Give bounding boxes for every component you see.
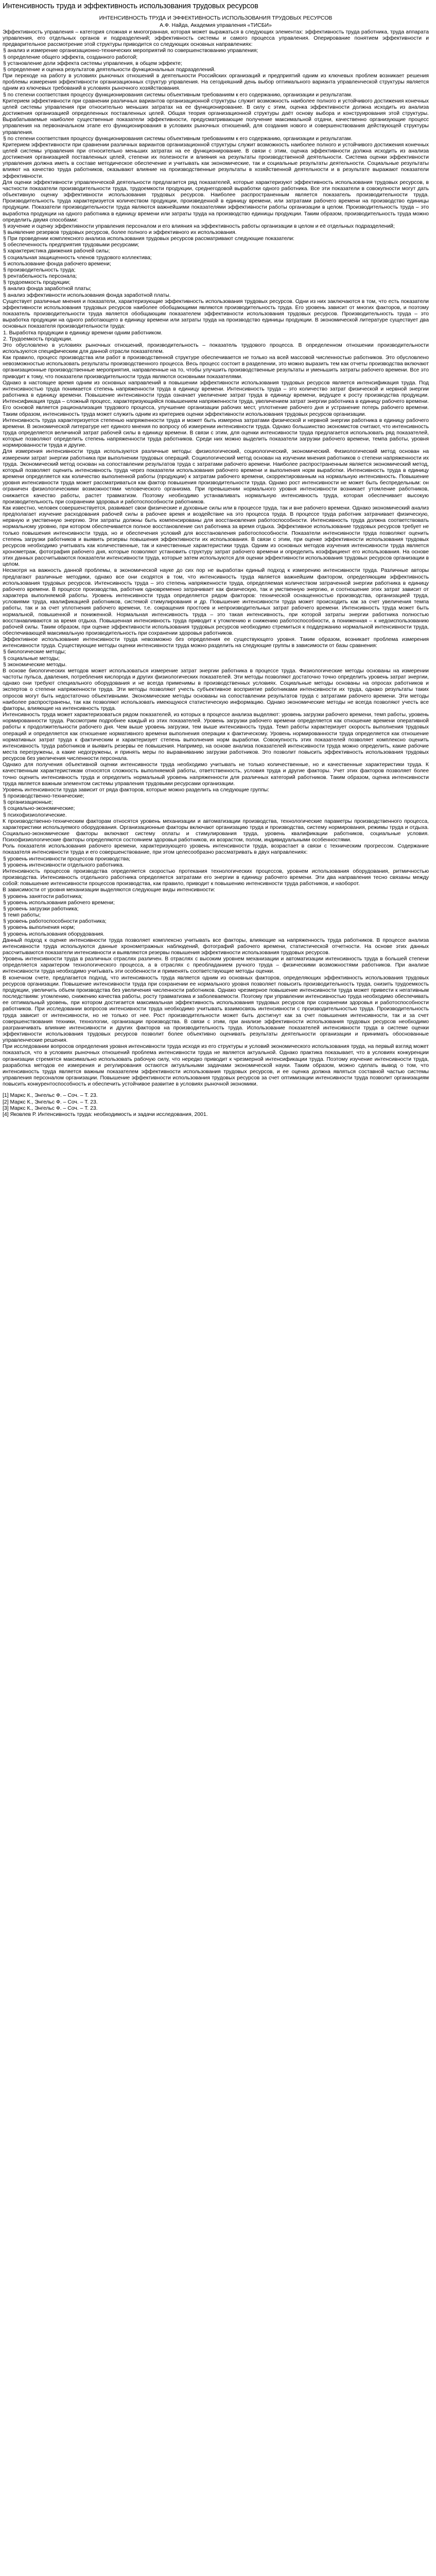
article-paragraph: § уровень занятости работника; — [3, 893, 83, 900]
article-paragraph: При переходе на работу в условиях рыночных отношений в деятельности Российских организаций и предприятий одним из ключевых проблем возникает решения проблемы измерения эффективности организационных структур управления. На сегодняшний день выбор оптимального варианта управленческой структуры является одним из ключевых требований в условиях рыночного хозяйствования. — [3, 73, 429, 92]
article-paragraph: § анализ эффективности использования фонда заработной платы. — [3, 292, 171, 298]
article-paragraph: Критерием эффективности при сравнении различных вариантов организационной структуры служит возможность наиболее полного и устойчивого достижения конечных целей системы управления при относительно меньших затратах на ее функционирование. В силу с этим, оценка эффективности должна исходить из анализа достижения организацией определенных поставленных целей. Общая теория организационной структуры даёт основу выбора и конструирования этой структуры. Вырабатываемые наиболее существенные показатели эффективности, предусматривающие получение максимальной отдачи, качественно организующие процесс управления на первоначальном этапе его функционирования в условиях рыночных отношений, для создания нового и совершенствования действующей структуры управления. — [3, 98, 429, 135]
article-paragraph: 1. Выработка продукции в единицу времени одним работником. — [3, 330, 163, 336]
article-paragraph: В основе биологических методов может использоваться измерение затрат энергии работника в процессе труда. Физиологические методы основаны на измерении частоты пульса, давления, потребления кислорода и других физиологических показателей. Эти методы позволяют достаточно точно определить уровень затрат энергии, однако они требуют специального оборудования и не всегда применимы в производственных условиях. Социальные методы основаны на опросах работников и экспертов о степени напряженности труда. Эти методы позволяют учесть субъективное восприятие работниками интенсивности их труда, однако результаты таких опросов могут быть недостаточно объективными. Экономические методы основаны на сопоставлении результатов труда с затратами рабочего времени. Эти методы наиболее распространены, так как позволяют использовать имеющуюся статистическую информацию. Однако экономические методы не всегда позволяют учесть все факторы, влияющие на интенсивность труда. — [3, 668, 429, 711]
article-paragraph: § уровень работоспособности работника; — [3, 919, 107, 925]
article-body — [3, 29, 429, 1118]
article-paragraph: § организационные; — [3, 800, 53, 806]
article-paragraph: § производственно-технические; — [3, 793, 84, 800]
article-paragraph: § анализ и измерение организационно-технических мероприятий по совершенствованию управления; — [3, 48, 258, 54]
article-paragraph: Интенсивность труда может характеризоваться рядом показателей, из которых в процессе анализа выделяют: уровень загрузки рабочего времени, темп работы, уровень нормированности труда. Рассмотрим подробнее каждый из этих показателей. Уровень загрузки рабочего времени определяется как отношение времени оперативной работы к продолжительности рабочего дня. Чем выше уровень загрузки, тем выше интенсивность труда. Темп работы характеризует скорость выполнения трудовых операций и определяется как отношение нормативного времени выполнения операции к фактическому. Уровень нормированности труда определяется как отношение нормативных затрат труда к фактическим и характеризует степень выполнения норм выработки. Совокупность этих показателей позволяет комплексно оценить интенсивность труда работников и выявить резервы ее повышения. Например, на основе анализа показателей интенсивности труда можно определить, какие рабочие места перегружены, а какие недогружены, и принять меры по выравниванию загрузки работников. Это позволит повысить эффективность использования трудовых ресурсов без увеличения численности персонала. — [3, 712, 429, 762]
article-paragraph: Интенсивность процессов производства определяется скоростью протекания технологических процессов, уровнем использования оборудования, ритмичностью производства. Интенсивность отдельного работника определяется затратами его энергии в единицу рабочего времени. Эти два направления тесно связаны между собой: повышение интенсивности процессов производства, как правило, приводит к повышению интенсивности труда работников, и наоборот. — [3, 868, 429, 887]
article-paragraph: § определение и оценка результатов деятельности функциональных подразделений. — [3, 66, 216, 73]
article-paragraph: § трудоемкость продукции; — [3, 280, 71, 286]
article-paragraph: § уровень загрузки работника; — [3, 906, 79, 912]
article-paragraph: Это обусловлено в условиях рыночных отношений, производительность – показатель трудового процесса. В определенном отношении производительности используются специфическим для данной отрасли показателем. — [3, 342, 429, 354]
article-author: А.Ф. Найда, Академия управления «ТИСБИ» — [160, 23, 272, 28]
article-paragraph: § изучение и оценку эффективности управления персоналом и его влияния на эффективность работы организации в целом и её отдельных подразделений; — [3, 223, 395, 229]
article-paragraph: В зависимости от уровня механизации выделяются следующие виды интенсивности: — [3, 887, 216, 893]
article-paragraph: § анализ фонда заработной платы; — [3, 286, 92, 292]
article-paragraph: § социальные методы; — [3, 655, 60, 662]
article-paragraph: § биологические методы; — [3, 649, 66, 655]
page-title: Интенсивность труда и эффективность использования трудовых ресурсов — [3, 2, 258, 10]
article-paragraph: § определение общего эффекта, созданного работой; — [3, 54, 138, 60]
article-paragraph: § производительность труда; — [3, 267, 76, 273]
article-paragraph: Несмотря на важность данной проблемы, в экономической науке до сих пор не выработан единый подход к измерению интенсивности труда. Различные авторы предлагают различные методики, однако все они сходятся в том, что интенсивность труда является важнейшим фактором, определяющим эффективность использования трудовых ресурсов. Интенсивность труда – это степень напряженности труда, определяемая количеством затраченной энергии работника в единицу рабочего времени. В процессе производства, работник одновременно затрачивает как физическую, так и умственную энергию, и соотношение этих затрат зависит от характера выполняемой работы. Уровень интенсивности труда определяется рядом факторов: технической оснащенностью производства, организацией труда, условиями труда, квалификацией работников, системой стимулирования и др. Повышение интенсивности труда может происходить как за счет увеличения темпа работы, так и за счет уплотнения рабочего времени, т.е. сокращения простоев и непроизводительных затрат рабочего времени. Интенсивность труда может быть нормальной, повышенной и пониженной. Нормальная интенсивность труда – это такая интенсивность, при которой затраты энергии работника полностью восстанавливаются за время отдыха. Повышенная интенсивность труда приводит к утомлению и снижению работоспособности, а пониженная – к недоиспользованию рабочей силы. Таким образом, при оценке эффективности использования трудовых ресурсов необходимо стремиться к поддержанию нормальной интенсивности труда, обеспечивающей максимальную производительность при сохранении здоровья работников. — [3, 568, 429, 636]
article-paragraph: [1] Маркс К., Энгельс Ф. – Соч. – Т. 23. — [3, 1093, 98, 1099]
article-paragraph: § рентабельность персонала; — [3, 274, 77, 280]
article-paragraph: Роль показателя использования рабочего времени, характеризующего уровень интенсивности труда, возрастает в связи с техническим прогрессом. Содержание показателя интенсивности труда и его совершенствование, при этом целесообразно рассматривать в двух направлениях: — [3, 843, 429, 856]
article-paragraph: Однако для получения объективной оценки интенсивности труда необходимо учитывать не только количественные, но и качественные характеристики труда. К качественным характеристикам относятся сложность выполняемой работы, ответственность, условия труда и другие факторы. Учет этих факторов позволяет более точно оценить интенсивность труда и определить нормальный уровень напряженности для различных категорий работников. Таким образом, оценка интенсивности труда является важным элементом системы управления трудовыми ресурсами организации. — [3, 762, 429, 787]
article-paragraph: § выявление резервов трудовых ресурсов, более полного и эффективного их использования. — [3, 230, 237, 235]
article-paragraph: Однако в настоящее время одним из основных направлений в повышении эффективности использования трудовых ресурсов является интенсификация труда. Под интенсивностью труда понимается степень напряженности труда в единицу времени. Интенсивность труда – это количество затрат физической и нервной энергии работника в единицу времени. Повышение интенсивности труда означает увеличение затрат труда в единицу времени, ведущее к росту производства продукции. Интенсификация труда – сложный процесс, характеризующийся повышением напряженности труда, увеличением затрат энергии работника в единицу рабочего времени. Его основой является рационализация трудового процесса, улучшение организации рабочих мест, уплотнение рабочего дня и устранение потерь рабочего времени. Таким образом, интенсивность труда может служить одним из критериев оценки эффективности использования трудовых ресурсов организации. — [3, 380, 429, 417]
article-paragraph: § характеристика движения рабочей силы; — [3, 248, 110, 255]
article-paragraph: § темп работы; — [3, 912, 41, 919]
article-paragraph: § установление доли эффекта системы управления, в общем эффекте; — [3, 60, 182, 66]
article-paragraph: Существует различные мнения и показатели, характеризующие эффективность использования трудовых ресурсов. Одни из них заключаются в том, что есть показатели эффективности использования трудовых ресурсов наиболее обобщающими являются производительность труда. Его уровень зависит от многих факторов, и поэтому показатель производительности труда является обобщающим показателем эффективности использования трудовых ресурсов. Производительность труда – это выработка продукции на одного работающего в единицу времени или затраты труда на производство единицы продукции. В экономической литературе существует два основных показателя производительности труда: — [3, 298, 429, 330]
article-paragraph: § экономические методы. — [3, 662, 67, 668]
article-paragraph: Данный подход к оценке интенсивности труда позволяет комплексно учитывать все факторы, влияющие на напряженность труда работников. В процессе анализа интенсивности труда используются данные хронометражных наблюдений, фотографий рабочего времени, статистической отчетности. На основе этих данных рассчитываются показатели интенсивности и выявляются резервы повышения эффективности использования трудовых ресурсов. — [3, 937, 429, 956]
article-paragraph: § уровень использования оборудования. — [3, 931, 104, 937]
article-paragraph: К производственно-техническим факторам относятся уровень механизации и автоматизации производства, технологические параметры производственного процесса, характеристики используемого оборудования. Организационные факторы включают организацию труда и производства, систему нормирования, режимы труда и отдыха. Социально-экономические факторы включают систему оплаты и стимулирования труда, уровень квалификации работников, социальные условия. Психофизиологические факторы определяются состоянием здоровья работников, их возрастом, полом, индивидуальными особенностями. — [3, 818, 429, 843]
article-paragraph: § уровень интенсивности процессов производства; — [3, 856, 131, 862]
article-paragraph: § по степени соответствия процессу функционирования системы объективным требованиям к его содержанию, организации и результатам. — [3, 135, 353, 142]
article-paragraph: Эффективное использование интенсивности труда невозможно без определения ее существующего уровня. Таким образом, возникает проблема измерения интенсивности труда. Существующие методы оценки интенсивности труда можно разделить на следующие группы в зависимости от базы сравнения: — [3, 637, 429, 649]
article-paragraph: Интенсивность труда характеризуется степенью напряженности труда и может быть измерена затратами физической и нервной энергии работника в единицу рабочего времени. В экономической литературе нет единого мнения по вопросу об измерении интенсивности труда. Однако большинство экономистов считают, что интенсивность труда определяется величиной затрат рабочей силы в единицу времени. В связи с этим, для оценки интенсивности труда предлагается использовать ряд показателей, которые позволяют определить степень напряженности труда работников. Среди них можно выделить показатели загрузки рабочего времени, темпа работы, уровня нормированности труда и другие. — [3, 417, 429, 449]
article-paragraph: § психофизиологические. — [3, 812, 67, 818]
article-paragraph: Эффективность управления – категория сложная и многогранная, которая может выражаться в следующих элементах: эффективность труда работника, труда аппарата управления, его отдельных органов и подразделений; эффективность системы и самого процесса управления. Оперирование понятием эффективности и предварительное рассмотрение этой структуры приводится со следующих основных направлениях: — [3, 29, 429, 48]
article-paragraph: § уровень использования рабочего времени; — [3, 900, 115, 906]
article-paragraph: § социально-экономические; — [3, 806, 75, 812]
article-paragraph: § социальная защищенность членов трудового коллектива; — [3, 255, 152, 261]
article-paragraph: § уровень интенсивности отдельного работника. — [3, 862, 124, 868]
article-paragraph: Уровень интенсивности труда в различных отраслях различен. В отраслях с высоким уровнем механизации и автоматизации интенсивность труда в большей степени определяется характером технологического процесса, а в отраслях с преобладанием ручного труда – физическими возможностями работников. При анализе интенсивности труда необходимо учитывать эти особенности и применять соответствующие методы оценки. — [3, 956, 429, 975]
article-paragraph: [4] Яковлев Р. Интенсивность труда: необходимость и задачи исследования, 2001. — [3, 1111, 208, 1117]
article-paragraph: В конечном счете, предлагается подход, что интенсивность труда является одним из основных факторов, определяющих эффективность использования трудовых ресурсов организации. Повышение интенсивности труда при сохранении ее нормального уровня позволяет повысить производительность труда, снизить трудоемкость продукции, увеличить объем производства без увеличения численности работников. Однако чрезмерное повышение интенсивности труда может привести к негативным последствиям: утомлению, снижению качества работы, росту травматизма и заболеваемости. Поэтому при управлении интенсивностью труда необходимо обеспечивать ее оптимальный уровень, при котором достигается максимальная эффективность использования трудовых ресурсов при сохранении здоровья и работоспособности работников. При исследовании вопросов интенсивности труда необходимо учитывать взаимосвязь интенсивности с производительностью труда. Производительность труда зависит от интенсивности, но не только от нее. Рост производительности может быть достигнут как за счет повышения интенсивности, так и за счет совершенствования техники, технологии, организации производства. В связи с этим, при анализе эффективности использования трудовых ресурсов необходимо разграничивать влияние интенсивности и других факторов на производительность труда. Использование показателей интенсивности труда в системе оценки эффективности использования трудовых ресурсов позволит более объективно оценивать результаты деятельности организации и принимать обоснованные управленческие решения. — [3, 975, 429, 1044]
article-paragraph: 2. Трудоемкость продукции. — [3, 336, 73, 342]
article-paragraph: § обеспеченность предприятия трудовыми ресурсами; — [3, 242, 139, 248]
article-paragraph: Как известно, человек совершенствуется, развивает свои физические и духовные силы или в процессе труда, так и вне рабочего времени. Однако экономический анализ предполагает изучение расходования рабочей силы в рабочее время и воздействие на это процесса труда. В процессе труда работник затрачивает физическую, нервную и умственную энергию. Эти затраты должны быть компенсированы для восстановления работоспособности. Интенсивность труда должна соответствовать нормальному уровню, при котором обеспечивается полное восстановление сил работника за время отдыха. Эффективное использование трудовых ресурсов требует не только повышения интенсивности труда, но и обеспечения условий для восстановления работоспособности. Показатели интенсивности труда позволяют оценить степень загрузки работников и выявить резервы повышения эффективности их использования. В связи с этим, при оценке эффективности использования трудовых ресурсов необходимо учитывать как количественные, так и качественные характеристики труда. Одним из основных методов изучения интенсивности труда является хронометраж, фотография рабочего дня, которые позволяют установить структуру затрат рабочего времени и определить коэффициент его использования. На основе этих данных рассчитываются показатели интенсивности труда, которые затем используются для оценки эффективности использования трудовых ресурсов организации в целом. — [3, 505, 429, 568]
article-paragraph: Уровень интенсивности труда зависит от ряда факторов, которые можно разделить на следующие группы: — [3, 787, 269, 793]
article-paragraph: Как правило, процесс производства или работ в производственной структуре обеспечивается не только на всей массовой численностью работников. Это обусловлено невозможностью использовать результаты производственного процесса. Весь процесс состоит в разделении, это можно выразить тем как отчеты производства включают организационные производственные мероприятия, направленные на то, чтобы улучшить производственные результаты и уменьшить затраты рабочего времени. Все это приводит к тому, что показатели производительности труда являются основными показателями. — [3, 355, 429, 380]
article-paragraph: § При проведении комплексного анализа использования трудовых ресурсов рассматривают следующие показатели: — [3, 236, 294, 242]
article-paragraph: § по степени соответствия процессу функционирования системы объективным требованиям к его содержанию, организации и результатам. — [3, 92, 353, 98]
article-heading: ИНТЕНСИВНОСТЬ ТРУДА И ЭФФЕКТИВНОСТЬ ИСПОЛЬЗОВАНИЯ ТРУДОВЫХ РЕСУРСОВ — [99, 15, 333, 21]
article-paragraph: При исследовании вопросов определения уровня интенсивности труда исходя из его структуры и условий экономического использования труда, на первый взгляд может показаться, что в условиях рыночных отношений проблема интенсивности труда не является актуальной. Однако практика показывает, что в условиях конкуренции организации стремятся максимально использовать рабочую силу, что нередко приводит к чрезмерной интенсификации труда. Поэтому изучение интенсивности труда, разработка методов ее измерения и регулирования остаются актуальными задачами экономической науки. Таким образом, можно сделать вывод о том, что интенсивность труда является важным показателем эффективности использования трудовых ресурсов, и ее оценка должна являться составной частью системы управления персоналом организации. Повышение эффективности использования трудовых ресурсов за счет оптимизации интенсивности труда позволит организациям повысить конкурентоспособность и обеспечить устойчивое развитие в условиях рыночной экономики. — [3, 1044, 429, 1088]
article-paragraph: § использование фонда рабочего времени; — [3, 261, 111, 267]
article-paragraph: Для оценки эффективности управленческой деятельности предлагается ряд показателей, которые характеризуют эффективность использования трудовых ресурсов, в частности показатели производительности труда, трудоемкости продукции, среднегодовой выработки одного работника. Все эти показатели в совокупности могут дать объективную оценку эффективности использования трудовых ресурсов. Наиболее распространенным является показатель производительности труда. Производительность труда характеризуется количеством продукции, произведенной в единицу времени, или затратами рабочего времени на производство единицы продукции. Показатели производительности труда являются важнейшими показателями эффективности работы организации в целом. Производительность труда – это выработка продукции на одного работника в единицу времени или затраты труда на производство единицы продукции. Таким образом, производительность труда можно определить двумя способами: — [3, 179, 429, 223]
article-paragraph: [3] Mаркс К., Энгельс Ф. – Соч. – Т. 23. — [3, 1105, 98, 1111]
article-paragraph: § уровень выполнения норм; — [3, 925, 75, 931]
article-paragraph: Для измерения интенсивности труда используются различные методы: физиологический, социологический, экономический. Физиологический метод основан на измерении затрат энергии работника при выполнении трудовых операций. Социологический метод основан на изучении мнения работников о степени напряженности их труда. Экономический метод основан на сопоставлении результатов труда с затратами рабочего времени. Наиболее распространенным является экономический метод, который позволяет оценить интенсивность труда через показатели использования рабочего времени и выполнения норм выработки. Интенсивность труда в единицу времени определяется как количество выполненной работы (продукции) к затратам рабочего времени, скорректированным на нормальную интенсивность. Повышение уровня интенсивности труда может рассматриваться как фактор повышения производительности труда. Однако рост интенсивности не может быть беспредельным: он ограничен физиологическими возможностями человеческого организма. При превышении нормального уровня интенсивности возникает утомление работников, снижается качество работы, растет травматизм. Поэтому необходимо устанавливать нормальную интенсивность труда, которая обеспечивает высокую производительность при сохранении здоровья и работоспособности работников. — [3, 449, 429, 505]
article-paragraph: Критерием эффективности при сравнении различных вариантов организационной структуры служит возможность наиболее полного и устойчивого достижения конечных целей системы управления при относительно меньших затратах на ее функционирование. В связи с этим, оценка эффективности должна исходить из анализа достижения организацией поставленных целей, степени их полезности и влияния на результаты производственной деятельности. Система оценки эффективности управления должна иметь в составе методическое обеспечение и учитывать как экономические, так и социальные результаты деятельности. Социальные результаты влияют на качество труда работников, оказывают влияние на производственные результаты в хозяйственной деятельности и в результате выражают показатели эффективности. — [3, 142, 429, 179]
article-paragraph: [2] Маркс К., Энгельс Ф. – Соч. – Т. 23. — [3, 1099, 98, 1105]
